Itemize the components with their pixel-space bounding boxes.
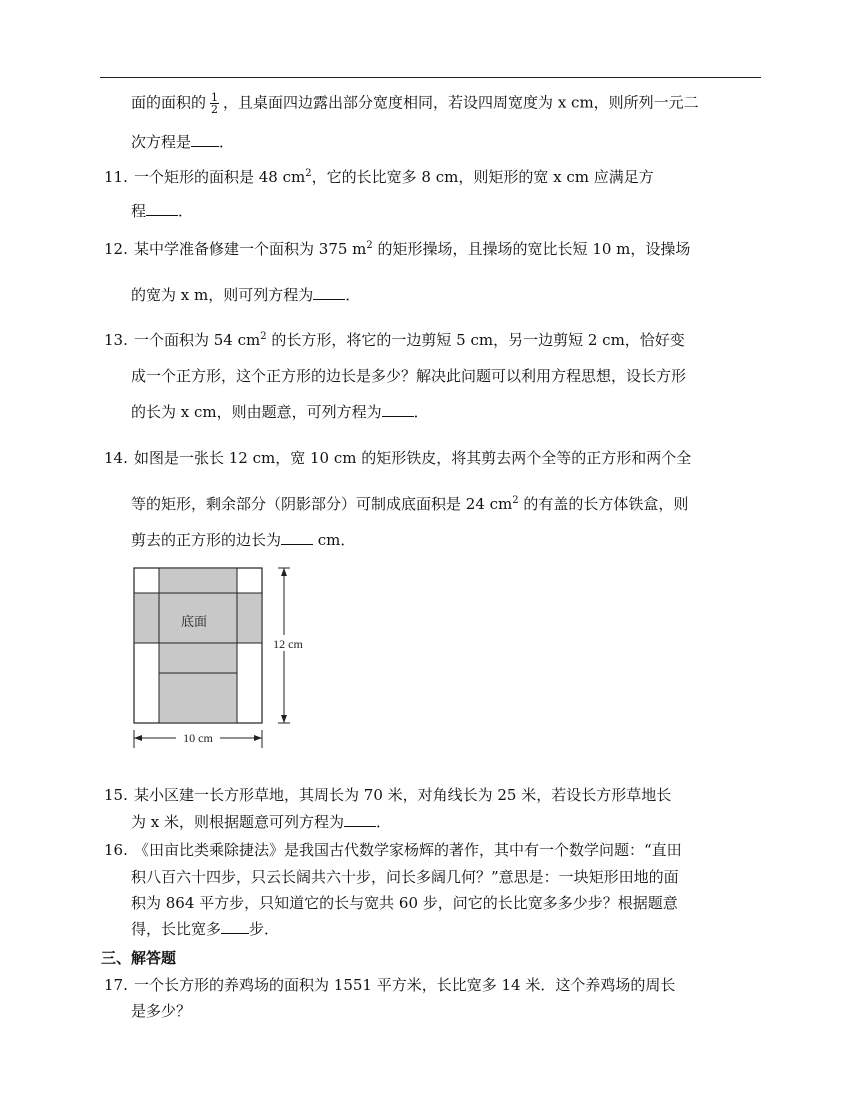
q14-line-1 bbox=[134, 448, 691, 468]
text: 程 bbox=[131, 202, 147, 220]
superscript: 2 bbox=[260, 331, 267, 342]
text: 等的矩形，剩余部分（阴影部分）可制成底面积是 24 cm bbox=[131, 495, 513, 513]
text: 次方程是 bbox=[131, 133, 192, 151]
q12-line-2: 的宽为 x m，则可列方程为 ． bbox=[131, 286, 361, 304]
fraction-numerator: 1 bbox=[211, 91, 219, 104]
text: 积八百六十四步，只云长阔共六十步，问长多阔几何？”意思是：一块矩形田地的面 bbox=[131, 868, 679, 886]
q16-line-3 bbox=[131, 893, 678, 913]
text: 某中学准备修建一个面积为 375 m bbox=[134, 240, 367, 258]
width-label: 10 cm bbox=[183, 731, 213, 745]
q13-line-3: 的长为 x cm，则由题意，可列方程为 ． bbox=[131, 403, 429, 421]
text: 的矩形操场，且操场的宽比长短 10 m，设操场 bbox=[372, 240, 691, 258]
arrow-down-icon bbox=[281, 715, 287, 723]
q13-line-2 bbox=[131, 366, 686, 386]
top-rule bbox=[100, 77, 761, 78]
q11-line-1 bbox=[134, 167, 654, 187]
q16-line-4 bbox=[131, 919, 279, 939]
text: 步． bbox=[249, 920, 280, 938]
height-label: 12 cm bbox=[273, 637, 303, 651]
text: ，它的长比宽多 8 cm，则矩形的宽 x cm 应满足方 bbox=[311, 168, 654, 186]
text: 的宽为 x m，则可列方程为 bbox=[131, 286, 314, 304]
figure-svg bbox=[128, 563, 318, 758]
answer-blank[interactable] bbox=[191, 132, 219, 147]
q13-line-1 bbox=[134, 330, 685, 350]
text: cm． bbox=[313, 531, 356, 549]
q17-line-2 bbox=[131, 1001, 191, 1021]
text: 得，长比宽多 bbox=[131, 920, 222, 938]
superscript: 2 bbox=[366, 240, 373, 251]
shaded-strip bbox=[159, 568, 237, 723]
q15-line-2: 为 x 米，则根据题意可列方程为 ． bbox=[131, 813, 392, 831]
arrow-up-icon bbox=[281, 568, 287, 576]
fraction-denominator: 2 bbox=[211, 103, 219, 116]
question-number: 14. bbox=[104, 449, 128, 467]
text: 一个长方形的养鸡场的面积为 1551 平方米，长比宽多 14 米．这个养鸡场的周长 bbox=[134, 976, 676, 994]
text: 成一个正方形，这个正方形的边长是多少？解决此问题可以利用方程思想，设长方形 bbox=[131, 367, 687, 385]
q12-line-1 bbox=[134, 239, 690, 259]
q17-line-1 bbox=[134, 975, 675, 995]
question-number: 11. bbox=[104, 168, 128, 186]
q15-line-1 bbox=[134, 785, 671, 805]
text: 为 x 米，则根据题意可列方程为 bbox=[131, 813, 344, 831]
superscript: 2 bbox=[305, 168, 312, 179]
text: 一个面积为 54 cm bbox=[134, 331, 261, 349]
text: 的长方形，将它的一边剪短 5 cm，另一边剪短 2 cm，恰好变 bbox=[266, 331, 685, 349]
answer-blank[interactable] bbox=[313, 285, 345, 300]
answer-blank[interactable] bbox=[382, 402, 414, 417]
base-label: 底面 bbox=[180, 614, 208, 629]
text: 《田亩比类乘除捷法》是我国古代数学家杨辉的著作，其中有一个数学问题：“直田 bbox=[134, 841, 682, 859]
answer-blank[interactable] bbox=[146, 201, 178, 216]
continued-line-1 bbox=[131, 92, 699, 115]
sheet-figure bbox=[128, 563, 318, 758]
arrow-right-icon bbox=[254, 735, 262, 741]
answer-blank[interactable] bbox=[221, 919, 249, 934]
answer-blank[interactable] bbox=[281, 530, 313, 545]
question-number: 17. bbox=[104, 976, 128, 994]
text: 面的面积的 bbox=[131, 93, 207, 112]
text: 的长为 x cm，则由题意，可列方程为 bbox=[131, 403, 382, 421]
question-number: 12. bbox=[104, 240, 128, 258]
q16-line-1 bbox=[134, 840, 682, 860]
q11-line-2: 程 ． bbox=[131, 202, 194, 220]
text: ，且桌面四边露出部分宽度相同，若设四周宽度为 bbox=[223, 93, 554, 112]
text: x cm，则所列一元二 bbox=[557, 93, 699, 112]
superscript: 2 bbox=[512, 495, 519, 506]
continued-line-2: 次方程是 ． bbox=[131, 133, 235, 151]
section-title: 三、解答题 bbox=[101, 949, 177, 967]
answer-blank[interactable] bbox=[344, 812, 376, 827]
text: 积为 864 平方步，只知道它的长与宽共 60 步，问它的长比宽多多少步？根据题意 bbox=[131, 894, 678, 912]
text: 的有盖的长方体铁盒，则 bbox=[518, 495, 689, 513]
text: 某小区建一长方形草地，其周长为 70 米，对角线长为 25 米，若设长方形草地长 bbox=[134, 786, 672, 804]
text: 剪去的正方形的边长为 bbox=[131, 531, 282, 549]
question-number: 15. bbox=[104, 786, 128, 804]
fraction bbox=[210, 92, 219, 115]
question-number: 13. bbox=[104, 331, 128, 349]
question-number: 16. bbox=[104, 841, 128, 859]
q16-line-2 bbox=[131, 867, 679, 887]
text: 是多少？ bbox=[131, 1002, 192, 1020]
text: 一个矩形的面积是 48 cm bbox=[134, 168, 306, 186]
q14-line-2 bbox=[131, 494, 688, 514]
text: 如图是一张长 12 cm，宽 10 cm 的矩形铁皮，将其剪去两个全等的正方形和两个全 bbox=[134, 449, 692, 467]
arrow-left-icon bbox=[134, 735, 142, 741]
q14-line-3 bbox=[131, 530, 355, 550]
